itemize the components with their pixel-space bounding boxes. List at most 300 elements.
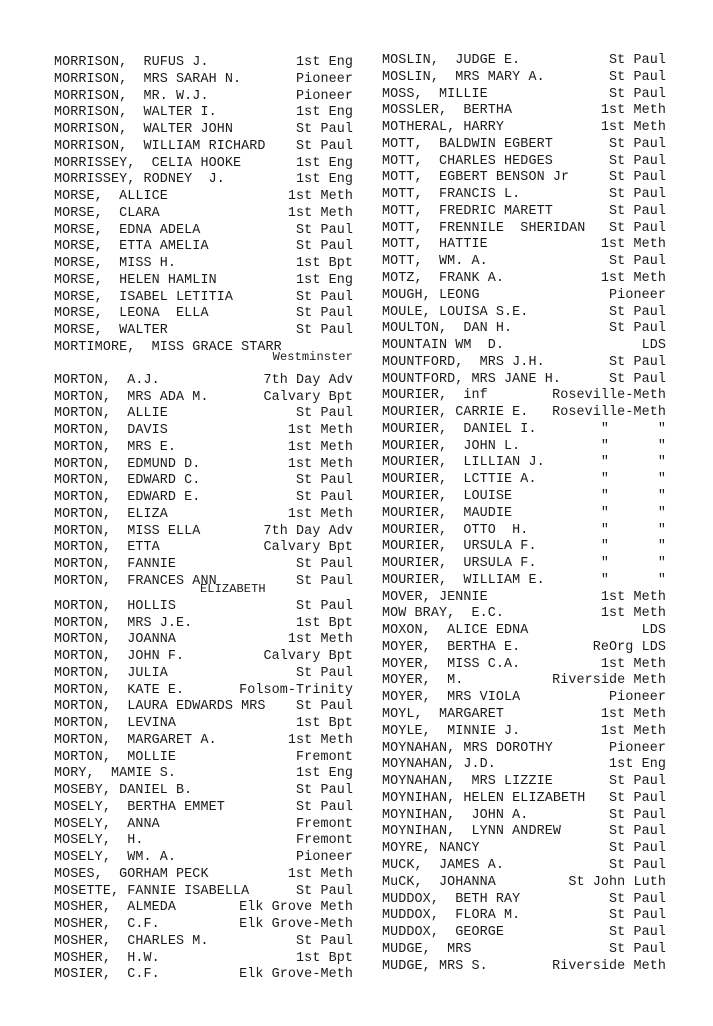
entry-name: MOSHER, H.W. [54, 950, 160, 966]
entry-church: 1st Meth [287, 506, 353, 522]
directory-entry [54, 867, 353, 883]
entry-church: St Paul [609, 354, 666, 370]
directory-entry [54, 507, 353, 523]
entry-church: St Paul [609, 908, 666, 924]
entry-church: 1st Meth [287, 456, 353, 472]
entry-church: " " [600, 522, 666, 538]
directory-entry [382, 472, 666, 488]
directory-entry [54, 716, 353, 732]
entry-church: Roseville-Meth [552, 405, 666, 421]
entry-church: 1st Meth [600, 120, 666, 136]
entry-name: MORTON, JOHN F. [54, 649, 185, 664]
entry-name: MUDDOX, BETH RAY [382, 891, 521, 907]
directory-entry [54, 699, 353, 715]
entry-church: 1st Meth [287, 632, 353, 648]
entry-name: MOURIER, LCTTIE A. [382, 472, 537, 488]
directory-entry [382, 305, 666, 321]
directory-entry [382, 455, 666, 471]
entry-church: " " [600, 572, 666, 588]
entry-church: St Paul [296, 557, 353, 572]
directory-entry [54, 649, 353, 665]
entry-church: 1st Meth [600, 237, 666, 253]
directory-entry [382, 791, 666, 807]
entry-name: MORTON, JULIA [54, 665, 168, 681]
entry-church: Calvary Bpt [263, 389, 353, 405]
entry-name: MOSELY, WM. A. [54, 850, 177, 865]
entry-name: MORTON, MRS J.E. [54, 615, 193, 631]
directory-entry [382, 690, 666, 706]
directory-entry [382, 942, 666, 958]
entry-name: MOULTON, DAN H. [382, 321, 513, 337]
entry-name: MOYNIHAN, HELEN ELIZABETH [382, 790, 586, 806]
entry-church: St Paul [296, 473, 353, 489]
entry-name: MOYER, M. [382, 673, 464, 689]
entry-church: " " [600, 505, 666, 521]
entry-name: MORTON, MRS E. [54, 439, 177, 455]
directory-entry [54, 951, 353, 967]
entry-church: St Paul [609, 86, 666, 102]
entry-name: MOSELY, BERTHA EMMET [54, 799, 225, 815]
entry-continuation: Westminster [272, 349, 353, 364]
entry-name: MUCK, JAMES A. [382, 857, 505, 873]
directory-entry [382, 573, 666, 589]
entry-church: St Paul [609, 136, 666, 152]
entry-church: St Paul [609, 891, 666, 907]
entry-church: St Paul [609, 304, 666, 320]
entry-name: MUDGE, MRS S. [382, 958, 488, 974]
entry-name: MuCK, JOHANNA [382, 874, 496, 890]
directory-entry [382, 824, 666, 840]
directory-entry [54, 105, 353, 121]
directory-entry [54, 156, 353, 172]
entry-name: MORTON, HOLLIS [54, 598, 177, 614]
directory-entry [382, 204, 666, 220]
entry-church: Riverside Meth [552, 958, 666, 974]
entry-church: 1st Eng [296, 766, 353, 782]
entry-church: Fremont [296, 749, 353, 765]
entry-name: MOYNAHAN, MRS LIZZIE [382, 774, 553, 790]
entry-name: MOYNAHAN, MRS DOROTHY [382, 740, 553, 756]
entry-church: LDS [641, 338, 666, 354]
directory-entry [54, 524, 353, 540]
directory-entry [382, 70, 666, 86]
entry-church: St Paul [296, 306, 353, 322]
directory-entry [54, 457, 353, 473]
entry-name: MOTT, EGBERT BENSON Jr [382, 170, 570, 186]
directory-entry [382, 757, 666, 773]
entry-church: St Paul [609, 807, 666, 823]
entry-church: St Paul [296, 799, 353, 815]
entry-church: Calvary Bpt [263, 649, 353, 664]
entry-name: MORTON, A.J. [54, 372, 160, 388]
entry-name: MOTT, BALDWIN EGBERT [382, 136, 553, 152]
entry-church: " " [600, 489, 666, 505]
directory-entry [382, 355, 666, 371]
entry-name: MORSE, EDNA ADELA [54, 222, 201, 238]
entry-church: St Paul [609, 220, 666, 236]
entry-name: MORTON, JOANNA [54, 632, 177, 648]
directory-entry [382, 657, 666, 673]
entry-church: St Paul [296, 490, 353, 505]
directory-entry [54, 55, 353, 71]
entry-name: MORRISON, RUFUS J. [54, 55, 209, 70]
directory-entry [382, 858, 666, 874]
entry-church: Elk Grove-Meth [239, 917, 353, 932]
directory-entry [54, 666, 353, 682]
directory-entry [54, 373, 353, 389]
entry-church: St Paul [296, 573, 353, 589]
entry-name: MORTON, EDMUND D. [54, 456, 201, 472]
entry-church: St Paul [296, 138, 353, 154]
directory-entry [382, 556, 666, 572]
directory-entry [54, 833, 353, 849]
entry-name: MORSE, LEONA ELLA [54, 306, 209, 322]
directory-entry [382, 489, 666, 505]
entry-church: 7th Day Adv [263, 372, 353, 388]
directory-entry [54, 557, 353, 573]
entry-church: St Paul [296, 406, 353, 422]
entry-church: 1st Meth [600, 656, 666, 672]
directory-entry [54, 323, 353, 339]
directory-entry [54, 139, 353, 155]
entry-name: MORRISON, MRS SARAH N. [54, 71, 242, 87]
entry-name: MORRISSEY, RODNEY J. [54, 172, 225, 188]
directory-entry [54, 89, 353, 105]
directory-entry [54, 239, 353, 255]
entry-name: MOTHERAL, HARRY [382, 120, 505, 136]
entry-name: MOTT, FREDRIC MARETT [382, 203, 553, 219]
entry-church: 1st Eng [296, 55, 353, 70]
entry-church: 1st Bpt [296, 950, 353, 966]
entry-name: MORSE, HELEN HAMLIN [54, 272, 217, 288]
entry-church: 7th Day Adv [263, 523, 353, 539]
directory-entry [54, 750, 353, 766]
directory-entry [54, 490, 353, 506]
entry-name: MOYER, MISS C.A. [382, 656, 521, 672]
entry-church: ReOrg LDS [592, 639, 666, 655]
entry-church: St Paul [609, 254, 666, 270]
directory-entry [382, 774, 666, 790]
directory-entry [382, 959, 666, 975]
entry-name: MORTON, EDWARD C. [54, 473, 201, 489]
entry-church: St Paul [609, 925, 666, 941]
directory-entry [382, 154, 666, 170]
directory-entry [54, 290, 353, 306]
entry-church: Calvary Bpt [263, 540, 353, 556]
directory-entry [382, 925, 666, 941]
entry-name: MORRISSEY, CELIA HOOKE [54, 155, 242, 171]
entry-church: St Paul [609, 321, 666, 337]
entry-church: St Paul [609, 153, 666, 169]
entry-name: MOURIER, CARRIE E. [382, 405, 529, 421]
entry-church: Pioneer [296, 71, 353, 87]
entry-name: MORSE, WALTER [54, 323, 168, 338]
entry-church: St Paul [609, 841, 666, 857]
entry-church: Pioneer [609, 690, 666, 706]
entry-church: St Paul [609, 371, 666, 387]
entry-church: St Paul [609, 790, 666, 806]
directory-entry [382, 539, 666, 555]
directory-entry [382, 254, 666, 270]
directory-entry [54, 273, 353, 289]
directory-entry [54, 306, 353, 322]
entry-church: " " [600, 455, 666, 471]
entry-name: MORSE, MISS H. [54, 256, 177, 271]
directory-entry [54, 599, 353, 615]
directory-entry [54, 206, 353, 222]
entry-church: " " [600, 556, 666, 572]
directory-entry [54, 800, 353, 816]
entry-church: 1st Eng [296, 155, 353, 171]
entry-name: MOURIER, LOUISE [382, 489, 513, 505]
directory-entry [382, 405, 666, 421]
entry-church: 1st Eng [296, 172, 353, 188]
entry-name: MOSHER, C.F. [54, 917, 160, 932]
directory-entry [54, 72, 353, 88]
directory-entry [382, 841, 666, 857]
entry-name: MOSLIN, JUDGE E. [382, 53, 521, 68]
entry-name: MORSE, ALLICE [54, 189, 168, 204]
entry-church: 1st Meth [287, 439, 353, 455]
entry-name: MOYNIHAN, JOHN A. [382, 807, 529, 823]
entry-name: MORTON, ALLIE [54, 406, 168, 422]
entry-name: MOSHER, ALMEDA [54, 900, 177, 916]
entry-name: MOYER, BERTHA E. [382, 639, 521, 655]
directory-entry [54, 406, 353, 422]
entry-church: LDS [641, 623, 666, 639]
entry-name: MOW BRAY, E.C. [382, 606, 505, 622]
entry-church: 1st Meth [600, 606, 666, 622]
directory-entry [382, 53, 666, 69]
directory-entry [54, 766, 353, 782]
entry-church: " " [600, 438, 666, 454]
entry-church: 1st Meth [287, 205, 353, 221]
directory-entry [382, 808, 666, 824]
entry-name: MOYRE, NANCY [382, 841, 480, 857]
entry-name: MORTON, MRS ADA M. [54, 389, 209, 405]
entry-name: MOYLE, MINNIE J. [382, 723, 521, 739]
directory-entry [54, 540, 353, 556]
entry-church: St Paul [609, 69, 666, 85]
entry-church: Elk Grove-Meth [239, 967, 353, 983]
entry-name: MOYNAHAN, J.D. [382, 757, 496, 773]
entry-name: MOSEBY, DANIEL B. [54, 783, 193, 798]
entry-church: " " [600, 421, 666, 437]
entry-church: St Paul [609, 203, 666, 219]
entry-name: MOTT, CHARLES HEDGES [382, 153, 553, 169]
entry-name: MOTZ, FRANK A. [382, 271, 505, 286]
entry-name: MORTON, MARGARET A. [54, 732, 217, 748]
directory-entry [382, 120, 666, 136]
entry-church: St Paul [296, 289, 353, 305]
directory-entry [54, 390, 353, 406]
entry-church: 1st Bpt [296, 256, 353, 271]
directory-entry [54, 900, 353, 916]
entry-church: St Paul [296, 883, 353, 899]
entry-name: MOUGH, LEONG [382, 287, 480, 303]
entry-church: Pioneer [296, 850, 353, 865]
entry-name: MOSELY, ANNA [54, 816, 160, 832]
entry-church: 1st Eng [609, 757, 666, 773]
entry-name: MORSE, ETTA AMELIA [54, 239, 209, 255]
entry-name: MORTON, MISS ELLA [54, 523, 201, 539]
entry-name: MOSHER, CHARLES M. [54, 933, 209, 949]
entry-name: MOYER, MRS VIOLA [382, 690, 521, 706]
entry-name: MOUNTFORD, MRS J.H. [382, 354, 545, 370]
entry-name: MUDDOX, FLORA M. [382, 908, 521, 924]
directory-entry [382, 673, 666, 689]
entry-church: St Paul [609, 774, 666, 790]
directory-entry [382, 506, 666, 522]
directory-entry [382, 338, 666, 354]
entry-name: MORTON, KATE E. [54, 682, 185, 698]
directory-entry [54, 573, 353, 596]
directory-entry [382, 439, 666, 455]
directory-entry [382, 388, 666, 404]
directory-entry [382, 170, 666, 186]
entry-name: MOTT, FRENNILE SHERIDAN [382, 220, 586, 236]
entry-name: MOSS, MILLIE [382, 86, 488, 102]
entry-continuation: ELIZABETH [200, 581, 266, 596]
entry-name: MOURIER, JOHN L. [382, 438, 521, 454]
directory-entry [54, 423, 353, 439]
entry-name: MOURIER, OTTO H. [382, 522, 529, 538]
entry-church: " " [600, 472, 666, 488]
entry-name: MORTON, LEVINA [54, 716, 177, 731]
entry-name: MOSETTE, FANNIE ISABELLA [54, 883, 250, 899]
entry-church: St John Luth [568, 874, 666, 890]
entry-name: MOURIER, URSULA F. [382, 556, 537, 572]
entry-church: Folsom-Trinity [239, 682, 353, 698]
entry-name: MOURIER, DANIEL I. [382, 421, 537, 437]
entry-church: Pioneer [609, 287, 666, 303]
entry-church: Fremont [296, 816, 353, 832]
directory-entry [54, 884, 353, 900]
entry-name: MORRISON, MR. W.J. [54, 88, 209, 104]
entry-church: St Paul [296, 933, 353, 949]
directory-entry [54, 122, 353, 138]
entry-name: MORRISON, WALTER I. [54, 105, 217, 121]
directory-entry [382, 892, 666, 908]
directory-entry [54, 223, 353, 239]
entry-name: MORTIMORE, MISS GRACE STARR [54, 339, 282, 355]
entry-church: St Paul [296, 122, 353, 137]
directory-entry [54, 189, 353, 205]
entry-name: MORTON, LAURA EDWARDS MRS [54, 699, 266, 715]
entry-church: St Paul [296, 239, 353, 255]
entry-church: St Paul [609, 187, 666, 203]
directory-entry [382, 707, 666, 723]
entry-name: MOURIER, MAUDIE [382, 505, 513, 521]
entry-church: 1st Meth [287, 189, 353, 204]
entry-name: MORRISON, WALTER JOHN [54, 122, 233, 137]
entry-name: MUDDOX, GEORGE [382, 925, 505, 941]
entry-church: Pioneer [609, 740, 666, 756]
entry-name: MORTON, ELIZA [54, 506, 168, 522]
entry-church: 1st Meth [600, 589, 666, 605]
directory-entry [382, 103, 666, 119]
entry-name: MORY, MAMIE S. [54, 766, 177, 782]
directory-entry [382, 321, 666, 337]
entry-name: MOURIER, LILLIAN J. [382, 455, 545, 471]
entry-name: MORSE, ISABEL LETITIA [54, 289, 233, 305]
directory-entry [54, 817, 353, 833]
entry-church: 1st Meth [600, 271, 666, 286]
entry-name: MOULE, LOUISA S.E. [382, 304, 529, 320]
directory-entry [54, 850, 353, 866]
entry-name: MOSIER, C.F. [54, 967, 160, 983]
entry-church: 1st Bpt [296, 615, 353, 631]
entry-name: MORTON, FRANCES ANN [54, 573, 217, 589]
entry-name: MOUNTAIN WM D. [382, 338, 505, 354]
entry-church: 1st Meth [287, 866, 353, 882]
directory-entry [54, 917, 353, 933]
entry-name: MORTON, FANNIE [54, 557, 177, 572]
entry-church: Pioneer [296, 88, 353, 104]
entry-church: St Paul [296, 323, 353, 338]
directory-entry [382, 137, 666, 153]
entry-name: MOYL, MARGARET [382, 707, 505, 723]
directory-entry [382, 372, 666, 388]
entry-name: MORTON, MOLLIE [54, 749, 177, 765]
directory-entry [54, 256, 353, 272]
entry-name: MUDGE, MRS [382, 941, 472, 957]
directory-entry [54, 339, 353, 364]
entry-church: St Paul [296, 222, 353, 238]
directory-entry [54, 616, 353, 632]
directory-entry [382, 221, 666, 237]
entry-church: St Paul [609, 857, 666, 873]
entry-church: 1st Meth [287, 423, 353, 438]
entry-name: MOVER, JENNIE [382, 589, 488, 605]
entry-name: MOSES, GORHAM PECK [54, 866, 209, 882]
entry-church: St Paul [609, 53, 666, 68]
directory-entry [382, 187, 666, 203]
entry-church: St Paul [609, 170, 666, 186]
entry-church: St Paul [296, 699, 353, 715]
directory-entry [54, 683, 353, 699]
entry-church: 1st Eng [296, 105, 353, 121]
directory-entry [382, 623, 666, 639]
entry-name: MOUNTFORD, MRS JANE H. [382, 371, 561, 387]
entry-church: St Paul [609, 824, 666, 840]
entry-name: MOTT, HATTIE [382, 237, 488, 253]
directory-entry [382, 724, 666, 740]
entry-church: Fremont [296, 833, 353, 849]
entry-name: MOSLIN, MRS MARY A. [382, 69, 545, 85]
directory-entry [382, 908, 666, 924]
directory-entry [382, 875, 666, 891]
entry-church: 1st Eng [296, 272, 353, 288]
entry-name: MOSSLER, BERTHA [382, 103, 513, 119]
entry-name: MORSE, CLARA [54, 205, 160, 221]
directory-entry [382, 271, 666, 287]
directory-entry [382, 606, 666, 622]
entry-church: 1st Meth [600, 707, 666, 723]
entry-name: MOURIER, inf [382, 388, 488, 404]
entry-church: St Paul [296, 783, 353, 798]
directory-entry [54, 632, 353, 648]
directory-entry [382, 523, 666, 539]
directory-entry [54, 440, 353, 456]
directory-entry [382, 237, 666, 253]
entry-name: MORTON, EDWARD E. [54, 490, 201, 505]
entry-church: 1st Meth [600, 723, 666, 739]
entry-church: 1st Meth [287, 732, 353, 748]
entry-name: MOYNIHAN, LYNN ANDREW [382, 824, 561, 840]
entry-church: St Paul [609, 941, 666, 957]
directory-entry [382, 741, 666, 757]
